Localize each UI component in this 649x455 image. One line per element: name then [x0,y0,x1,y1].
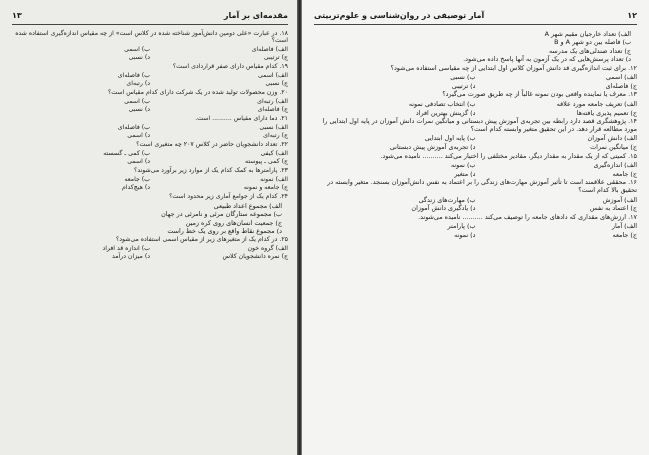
option: د) متغیر [454,169,476,178]
option: د) اسمی [127,158,150,166]
question-block [12,167,288,192]
right-header-rule [314,24,637,25]
question-text: ۲۰. وزن محصولات تولید شده در یک شرکت دارای کدام مقیاس است؟ [108,89,288,97]
option: ب) انتخاب تصادفی نمونه [408,100,476,108]
option: ج) تعداد صندلی‌های یک مدرسه [548,46,631,55]
question-text: ۱۶. محققی علاقمند است تا تأثیر آموزش مهارت‌های زندگی را بر اعتماد به نفس دانش‌آموزان بسنجد. متغیر وابسته در تحقیق بالا کدام است؟ [327,178,637,194]
option: ب) پارامتر [447,222,476,231]
question-options [324,100,637,117]
option: الف) مجموع اعداد طبیعی [213,201,282,210]
question-options [22,98,288,115]
option: ج) رتبه‌ای [263,132,288,140]
option: د) نمونه [454,230,476,239]
option: ب) فاصله بین دو شهر A و B [554,38,631,47]
option: ج) نسبی [265,80,288,88]
option: ج) اعتماد به نفس [589,204,637,213]
option: د) تجربه‌ی آموزش پیش دبستانی [389,142,476,151]
left-page [0,0,300,455]
intro-options [314,30,631,64]
option: د) ترتیبی [451,81,476,90]
option: الف) گروه خون [247,244,288,252]
option: ب) نمونه [450,161,476,170]
option: ج) تعمیم پذیری یافته‌ها [576,108,637,117]
right-page-header [314,8,637,22]
option: الف) کیفی [260,149,288,157]
option: د) میزان درآمد [112,253,150,261]
question-block [12,193,288,235]
question-options [22,46,288,63]
question-block [12,30,288,62]
question-block [314,65,637,91]
question-options [324,196,637,213]
question-text: ۱۴. پژوهشگری قصد دارد رابطه بین تجربه‌ی آموزش پیش دبستانی و میانگین نمرات دانش آموزان در پایه اول ابتدایی را مورد مطالعه قرار دهد. در این تحقیق متغیر وابسته کدام است؟ [322,117,637,133]
option: د) هیچ‌کدام [121,184,150,192]
right-page-header-title: آمار توصیفی در روان‌شناسی و علوم‌تربیتی [314,10,485,20]
question-options [324,73,637,90]
option: ج) جامعه [612,169,637,178]
right-page-number: ۱۲ [627,10,637,20]
option: الف) رتبه‌ای [257,97,288,105]
question-block [314,214,637,240]
question-block [12,236,288,261]
question-block [314,153,637,179]
option: الف) آمار [611,222,637,231]
right-page [302,0,649,455]
question-block [12,141,288,166]
question-block [314,91,637,117]
option: ب) فاصله‌ای [117,71,150,79]
option: د) نسبی [128,106,150,114]
left-page-body [12,30,288,451]
question-block [314,179,637,212]
question-options [22,176,288,193]
option: ب) جامعه [124,175,150,183]
question-block [314,118,637,151]
left-header-rule [12,24,288,25]
option: ج) جمعیت انسان‌های روی کره زمین [185,218,282,227]
question-text: ۲۱. دما دارای مقیاس .......... است. [195,115,288,123]
option: ج) ترتیبی [263,54,288,62]
option: د) رتبه‌ای [126,80,150,88]
option: ج) فاصله‌ای [605,81,637,90]
option: الف) دانش آموزان [587,134,637,143]
question-options [22,245,288,262]
question-block [12,63,288,88]
option: ب) نسبی [450,73,476,82]
question-options [324,161,637,178]
option: ب) مهارت‌های زندگی [418,195,476,204]
option: ب) مجموعه ستارگان مرئی و نامرئی در جهان [161,210,282,219]
option: الف) تعداد خارجیان مقیم شهر A [544,30,631,38]
option: د) یادگیری دانش آموزان [411,204,476,213]
question-options [324,134,637,151]
right-page-body [314,30,637,451]
option: د) تعداد پرسش‌هایی که در یک آزمون به آنها پاسخ داده می‌شود. [463,55,631,64]
question-block [12,89,288,114]
option: ب) اسمی [124,97,150,105]
option: ج) جامعه و نمونه [243,184,288,192]
question-text: ۱۷. ارزش‌های مقداری که دادهای جامعه را توصیف می‌کند .......... نامیده می‌شوند. [418,212,637,221]
option: الف) تعریف جامعه مورد علاقه [556,100,637,108]
question-text: ۱۹. کدام مقیاس دارای صفر قراردادی است؟ [172,63,288,71]
option: الف) نمونه [260,175,288,183]
option: الف) اسمی [605,73,637,82]
option: ج) نمره دانشجویان کلاس [222,253,288,261]
question-text: ۲۴. کدام یک از جوامع آماری زیر محدود است؟ [169,193,288,201]
question-options [12,202,282,236]
option: ج) کمی ـ پیوسته [245,158,288,166]
question-text: ۲۵. در کدام یک از متغیرهای زیر از مقیاس اسمی استفاده می‌شود؟ [115,236,288,244]
left-page-header [12,8,288,22]
question-text: ۲۳. پارامترها به کمک کدام یک از موارد زیر برآورد می‌شوند؟ [134,167,288,175]
option: د) گزینش بهترین افراد [415,108,476,117]
question-text: ۱۵. کمیتی که از یک مقدار به مقدار دیگر، مقادیر مختلفی را اختیار می‌کند .......... نامیده می‌شود. [380,151,637,160]
question-text: ۱۸. در عبارت «علی دومین دانش‌آموز شناخته شده در کلاس است» از چه مقیاس اندازه‌گیری استفاده شده است؟ [15,30,288,45]
option: د) نسبی [128,54,150,62]
option: د) مجموع نقاط واقع بر روی یک خط راست [167,227,282,236]
option: ب) اسمی [124,45,150,53]
question-options [22,150,288,167]
option: الف) نسبی [259,123,288,131]
option: د) اسمی [127,132,150,140]
question-block [12,115,288,140]
left-page-header-title: مقدمه‌ای بر آمار [223,10,288,20]
question-text: ۱۲. برای ثبت اندازه‌گیری قد دانش آموزان کلاس اول ابتدایی از چه مقیاسی استفاده می‌شود؟ [390,63,637,72]
option: الف) آموزش [602,195,637,204]
option: ب) فاصله‌ای [117,123,150,131]
question-text: ۱۳. معرف یا نماینده واقعی بودن نمونه غالباً از چه طریق صورت می‌گیرد؟ [442,90,637,99]
option: الف) اندازه‌گیری [593,161,637,170]
option: الف) اسمی [257,71,288,79]
option: ج) میانگین نمرات [590,142,637,151]
question-options [22,124,288,141]
option: ج) جامعه [612,230,637,239]
option: ب) کمی ـ گسسته [103,149,150,157]
question-options [324,222,637,239]
question-options [22,72,288,89]
left-page-number: ۱۳ [12,10,22,20]
option: الف) فاصله‌ای [251,45,288,53]
option: ب) پایه اول ابتدایی [424,134,476,143]
question-text: ۲۲. تعداد دانشجویان حاضر در کلاس ۲۰۷ چه متغیری است؟ [136,141,288,149]
option: ج) فاصله‌ای [257,106,288,114]
option: ب) اندازه قد افراد [102,244,150,252]
